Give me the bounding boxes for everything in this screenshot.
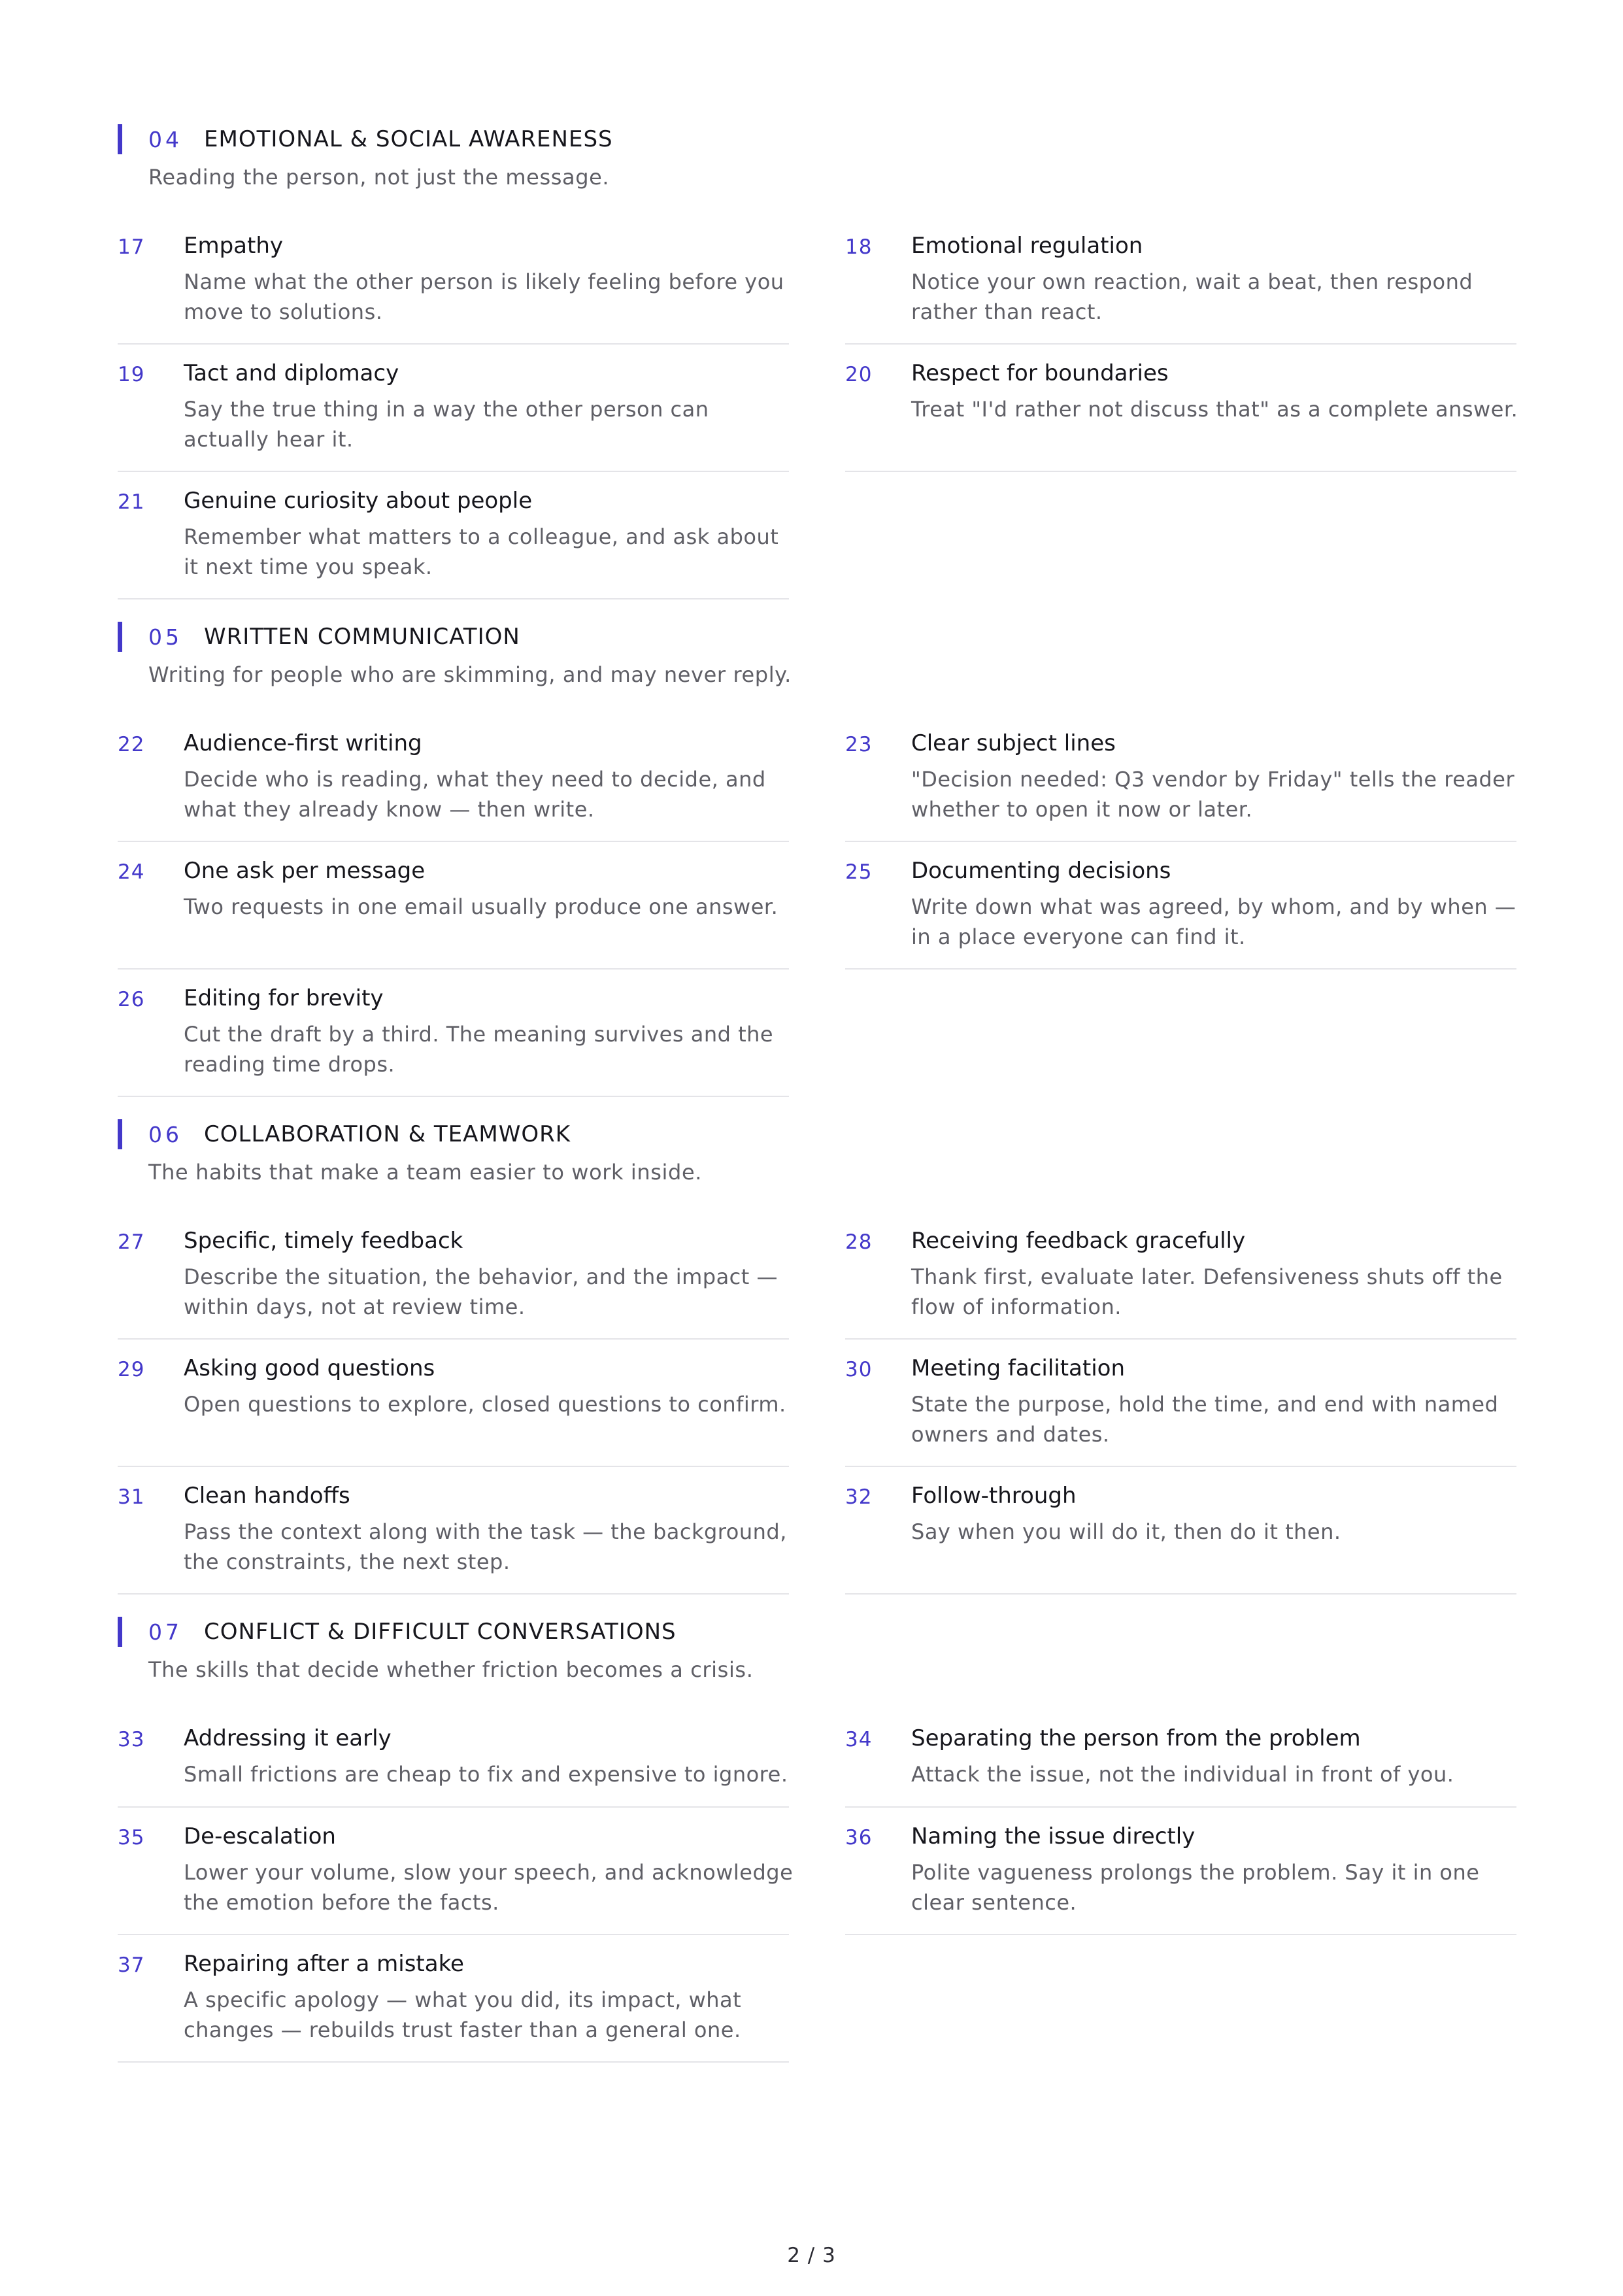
list-item	[845, 1340, 1516, 1467]
section-title: EMOTIONAL & SOCIAL AWARENESS	[204, 126, 613, 152]
item-title: De-escalation	[184, 1823, 336, 1849]
item-description: Name what the other person is likely feeling before you move to solutions.	[184, 269, 784, 324]
list-item	[845, 715, 1516, 842]
item-description: Treat "I'd rather not discuss that" as a complete answer.	[911, 397, 1518, 422]
item-number: 19	[118, 363, 145, 386]
item-title: Empathy	[184, 233, 284, 259]
item-number: 22	[118, 733, 145, 756]
list-item	[118, 217, 789, 345]
section-number: 07	[148, 1619, 182, 1645]
item-title: Follow-through	[911, 1483, 1077, 1509]
list-item	[118, 1710, 789, 1808]
section-title: COLLABORATION & TEAMWORK	[204, 1121, 571, 1147]
item-title: Repairing after a mistake	[184, 1951, 464, 1977]
section-header	[118, 1617, 1516, 1647]
item-title: Clear subject lines	[911, 730, 1116, 756]
item-title: Genuine curiosity about people	[184, 488, 533, 514]
item-title: Addressing it early	[184, 1725, 392, 1751]
list-item	[118, 1467, 789, 1595]
item-grid	[118, 1710, 1516, 2063]
list-item	[118, 715, 789, 842]
item-number: 25	[845, 860, 873, 884]
item-number: 36	[845, 1826, 873, 1849]
list-item	[118, 842, 789, 970]
item-number: 18	[845, 235, 873, 259]
item-description: Open questions to explore, closed questions to confirm.	[184, 1392, 786, 1417]
item-description: Say when you will do it, then do it then.	[911, 1519, 1341, 1544]
item-title: Audience-first writing	[184, 730, 422, 756]
list-item	[845, 842, 1516, 970]
item-title: Specific, timely feedback	[184, 1228, 463, 1254]
section-accent-bar	[118, 1119, 122, 1149]
section-subtitle: The habits that make a team easier to work inside.	[148, 1160, 703, 1185]
item-description: State the purpose, hold the time, and end with named owners and dates.	[911, 1392, 1499, 1447]
item-title: Asking good questions	[184, 1355, 435, 1381]
section-header	[118, 1119, 1516, 1149]
item-description: Describe the situation, the behavior, and the impact — within days, not at review time.	[184, 1264, 778, 1319]
item-grid	[118, 217, 1516, 599]
item-number: 34	[845, 1728, 873, 1751]
list-item	[845, 345, 1516, 472]
list-item	[118, 970, 789, 1097]
section-emotional-social-awareness	[118, 124, 1516, 599]
item-title: Editing for brevity	[184, 985, 384, 1011]
item-description: Remember what matters to a colleague, and ask about it next time you speak.	[184, 524, 779, 579]
section-number: 06	[148, 1121, 182, 1147]
list-item	[118, 1340, 789, 1467]
section-header	[118, 124, 1516, 154]
section-title: CONFLICT & DIFFICULT CONVERSATIONS	[204, 1619, 677, 1645]
item-number: 31	[118, 1485, 145, 1509]
item-description: Small frictions are cheap to fix and expensive to ignore.	[184, 1762, 788, 1787]
section-number: 05	[148, 624, 182, 650]
item-description: Say the true thing in a way the other person can actually hear it.	[184, 397, 709, 452]
item-description: Cut the draft by a third. The meaning survives and the reading time drops.	[184, 1022, 774, 1077]
document-page	[118, 124, 1516, 2085]
section-subtitle: Reading the person, not just the message.	[148, 165, 610, 190]
item-description: Pass the context along with the task — the background, the constraints, the next step.	[184, 1519, 787, 1574]
list-item	[845, 1467, 1516, 1595]
list-item	[118, 472, 789, 599]
item-description: Thank first, evaluate later. Defensiveness shuts off the flow of information.	[911, 1264, 1503, 1319]
item-number: 28	[845, 1230, 873, 1254]
list-item	[118, 345, 789, 472]
section-subtitle: The skills that decide whether friction becomes a crisis.	[148, 1657, 754, 1682]
section-accent-bar	[118, 124, 122, 154]
item-title: Emotional regulation	[911, 233, 1143, 259]
item-description: A specific apology — what you did, its impact, what changes — rebuilds trust faster than a general one.	[184, 1987, 742, 2042]
section-collaboration-teamwork	[118, 1119, 1516, 1595]
item-description: Decide who is reading, what they need to decide, and what they already know — then write.	[184, 767, 766, 822]
item-description: Lower your volume, slow your speech, and acknowledge the emotion before the facts.	[184, 1860, 794, 1915]
section-number: 04	[148, 126, 182, 152]
list-item	[845, 1710, 1516, 1808]
item-title: Clean handoffs	[184, 1483, 350, 1509]
item-number: 37	[118, 1953, 145, 1977]
page-number: 2 / 3	[787, 2244, 836, 2267]
item-description: Attack the issue, not the individual in front of you.	[911, 1762, 1454, 1787]
item-number: 26	[118, 988, 145, 1011]
item-description: Polite vagueness prolongs the problem. Say it in one clear sentence.	[911, 1860, 1480, 1915]
item-number: 35	[118, 1826, 145, 1849]
item-number: 17	[118, 235, 145, 259]
item-title: One ask per message	[184, 858, 426, 884]
item-title: Receiving feedback gracefully	[911, 1228, 1246, 1254]
item-grid	[118, 1212, 1516, 1595]
section-header	[118, 622, 1516, 652]
item-number: 20	[845, 363, 873, 386]
item-number: 30	[845, 1358, 873, 1381]
item-description: Notice your own reaction, wait a beat, then respond rather than react.	[911, 269, 1473, 324]
list-item	[845, 1212, 1516, 1340]
list-item	[118, 1808, 794, 1935]
item-number: 29	[118, 1358, 145, 1381]
item-description: Write down what was agreed, by whom, and by when — in a place everyone can find it.	[911, 894, 1516, 949]
list-item	[118, 1935, 789, 2063]
item-number: 21	[118, 490, 145, 514]
section-subtitle: Writing for people who are skimming, and may never reply.	[148, 662, 792, 687]
section-title: WRITTEN COMMUNICATION	[204, 624, 520, 650]
item-title: Separating the person from the problem	[911, 1725, 1361, 1751]
list-item	[845, 217, 1516, 345]
item-grid	[118, 715, 1516, 1097]
list-item	[118, 1212, 789, 1340]
item-title: Tact and diplomacy	[184, 360, 399, 386]
item-title: Meeting facilitation	[911, 1355, 1126, 1381]
item-number: 23	[845, 733, 873, 756]
item-title: Respect for boundaries	[911, 360, 1169, 386]
section-accent-bar	[118, 1617, 122, 1647]
item-title: Documenting decisions	[911, 858, 1171, 884]
section-written-communication	[118, 622, 1516, 1097]
list-item	[845, 1808, 1516, 1935]
item-description: Two requests in one email usually produce one answer.	[184, 894, 778, 919]
section-conflict-difficult-conversations	[118, 1617, 1516, 2063]
item-number: 27	[118, 1230, 145, 1254]
item-description: "Decision needed: Q3 vendor by Friday" tells the reader whether to open it now or later.	[911, 767, 1515, 822]
item-number: 33	[118, 1728, 145, 1751]
item-number: 32	[845, 1485, 873, 1509]
item-title: Naming the issue directly	[911, 1823, 1196, 1849]
section-accent-bar	[118, 622, 122, 652]
item-number: 24	[118, 860, 145, 884]
